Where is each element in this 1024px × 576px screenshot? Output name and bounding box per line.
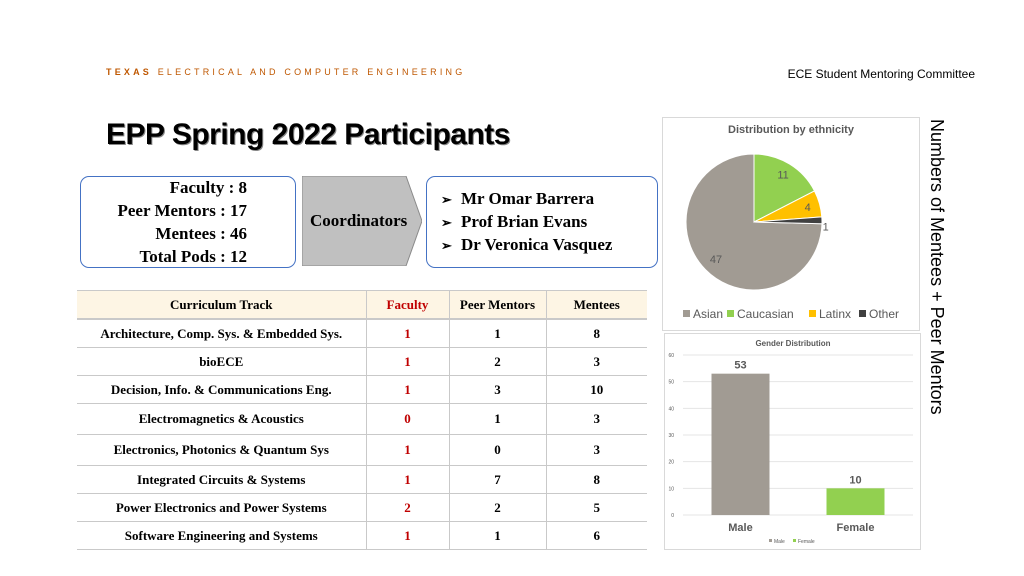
bar-male — [712, 374, 770, 515]
vertical-label: Numbers of Mentees + Peer Mentors — [927, 119, 947, 415]
bar-chart-title: Gender Distribution — [755, 339, 831, 348]
pie-data-label: 47 — [709, 254, 723, 267]
header-peer-mentors: Peer Mentors — [449, 291, 546, 320]
mentees-value: 8 — [546, 466, 647, 494]
mentees-value: 6 — [546, 522, 647, 550]
table-row — [77, 466, 647, 494]
curriculum-track-table — [77, 290, 647, 550]
y-tick-label: 50 — [668, 379, 674, 386]
track-name: Power Electronics and Power Systems — [77, 494, 366, 522]
legend-entry-female: Female — [798, 539, 815, 545]
header-curriculum-track: Curriculum Track — [77, 291, 366, 320]
peer-mentors-value: 1 — [449, 522, 546, 550]
peer-mentors-value: 1 — [449, 319, 546, 348]
table-row — [77, 494, 647, 522]
faculty-value: 1 — [366, 376, 449, 404]
faculty-value: 2 — [366, 494, 449, 522]
arrow-bullet-icon: ➢ — [441, 238, 452, 253]
gender-chart-panel — [664, 333, 921, 550]
committee-name: ECE Student Mentoring Committee — [787, 67, 975, 81]
track-name: Electromagnetics & Acoustics — [77, 404, 366, 435]
arrow-bullet-icon: ➢ — [441, 192, 452, 207]
mentees-value: 10 — [546, 376, 647, 404]
participant-counts-box — [80, 176, 296, 268]
table-row — [77, 348, 647, 376]
coordinators-list — [426, 176, 658, 268]
ethnicity-chart-panel — [662, 117, 920, 331]
header-mentees: Mentees — [546, 291, 647, 320]
legend-swatch — [809, 310, 816, 317]
y-tick-label: 30 — [668, 433, 674, 439]
coordinator-item: ➢ Dr Veronica Vasquez — [441, 235, 613, 254]
legend-entry-asian: Asian — [693, 307, 724, 321]
page-title: EPP Spring 2022 Participants — [106, 118, 510, 151]
mentees-value: 3 — [546, 435, 647, 466]
table-row — [77, 319, 647, 348]
mentees-value: 8 — [546, 319, 647, 348]
track-name: Software Engineering and Systems — [77, 522, 366, 550]
coordinators-label: Coordinators — [310, 211, 408, 230]
y-tick-label: 40 — [668, 406, 674, 413]
header-faculty: Faculty — [366, 291, 449, 320]
total-pods-count: Total Pods : 12 — [139, 247, 247, 266]
bar-data-label: 10 — [849, 474, 862, 487]
faculty-count: Faculty : 8 — [169, 178, 247, 197]
peer-mentors-value: 2 — [449, 494, 546, 522]
peer-mentors-value: 3 — [449, 376, 546, 404]
table-row — [77, 404, 647, 435]
track-name: Architecture, Comp. Sys. & Embedded Sys. — [77, 319, 366, 348]
mentees-value: 3 — [546, 348, 647, 376]
y-tick-label: 20 — [668, 459, 674, 466]
vertical-axis-note — [923, 119, 947, 509]
mentees-value: 3 — [546, 404, 647, 435]
faculty-value: 1 — [366, 466, 449, 494]
x-tick-label: Male — [728, 522, 753, 534]
table-header-row — [77, 291, 647, 320]
gender-bar-chart — [665, 334, 920, 549]
y-tick-label: 10 — [668, 486, 674, 493]
mentees-count: Mentees : 46 — [155, 224, 247, 243]
coordinator-item: ➢ Mr Omar Barrera — [441, 189, 595, 208]
legend-swatch — [727, 310, 734, 317]
y-tick-label: 60 — [668, 353, 674, 359]
peer-mentors-value: 1 — [449, 404, 546, 435]
faculty-value: 1 — [366, 522, 449, 550]
legend-swatch — [859, 310, 866, 317]
faculty-value: 1 — [366, 435, 449, 466]
track-name: Decision, Info. & Communications Eng. — [77, 376, 366, 404]
ethnicity-pie-chart — [663, 118, 919, 330]
faculty-value: 1 — [366, 348, 449, 376]
table-row — [77, 376, 647, 404]
peer-mentors-value: 2 — [449, 348, 546, 376]
x-tick-label: Female — [836, 522, 875, 534]
pie-data-label: 1 — [822, 221, 829, 234]
track-name: bioECE — [77, 348, 366, 376]
pie-data-label: 11 — [777, 169, 789, 182]
arrow-bullet-icon: ➢ — [441, 215, 452, 230]
legend-entry-male: Male — [774, 539, 785, 545]
legend-swatch — [793, 539, 796, 542]
peer-mentors-value: 0 — [449, 435, 546, 466]
table-row — [77, 522, 647, 550]
track-name: Integrated Circuits & Systems — [77, 466, 366, 494]
peer-mentors-count: Peer Mentors : 17 — [117, 201, 247, 220]
bar-data-label: 53 — [734, 359, 747, 372]
brand-header: TEXAS ELECTRICAL AND COMPUTER ENGINEERING — [106, 67, 466, 77]
y-tick-label: 0 — [671, 513, 674, 519]
track-name: Electronics, Photonics & Quantum Sys — [77, 435, 366, 466]
legend-entry-caucasian: Caucasian — [737, 307, 794, 321]
table-row — [77, 435, 647, 466]
peer-mentors-value: 7 — [449, 466, 546, 494]
coordinator-item: ➢ Prof Brian Evans — [441, 212, 588, 231]
legend-swatch — [683, 310, 690, 317]
legend-swatch — [769, 539, 772, 542]
mentees-value: 5 — [546, 494, 647, 522]
legend-entry-other: Other — [869, 307, 900, 321]
bar-female — [827, 488, 885, 515]
faculty-value: 0 — [366, 404, 449, 435]
pie-chart-title: Distribution by ethnicity — [728, 124, 854, 136]
faculty-value: 1 — [366, 319, 449, 348]
legend-entry-latinx: Latinx — [819, 307, 852, 321]
pie-data-label: 4 — [804, 201, 811, 214]
